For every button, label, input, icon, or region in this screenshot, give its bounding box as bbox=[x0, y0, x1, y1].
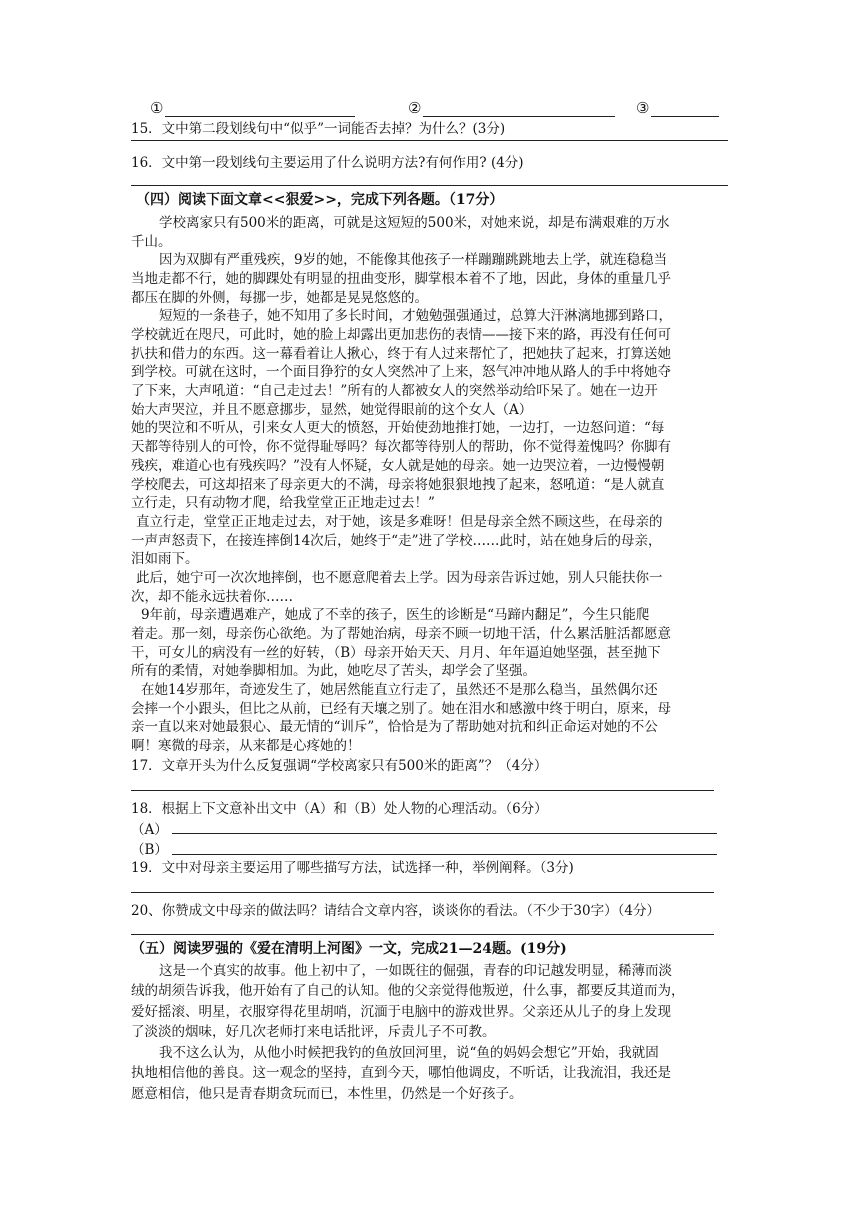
passage-4-line: 泪如雨下。 bbox=[131, 551, 199, 567]
question-18: 18．根据上下文意补出文中（A）和（B）处人物的心理活动。（6分） bbox=[131, 801, 548, 817]
question-17: 17．文章开头为什么反复强调“学校离家只有500米的距离”？（4分） bbox=[131, 758, 548, 774]
section-5-title: （五）阅读罗强的《爱在清明上河图》一文，完成21—24题。(19分) bbox=[131, 941, 567, 957]
passage-5-line: 我不这么认为，从他小时候把我钓的鱼放回河里，说“鱼的妈妈会想它”开始，我就固 bbox=[159, 1045, 659, 1061]
passage-4-line: 学校爬去，可这却招来了母亲更大的不满，母亲将她狠狠地拽了起来，怒吼道：“是人就直 bbox=[131, 477, 665, 493]
passage-4-line: 所有的柔情，对她拳脚相加。为此，她吃尽了苦头，却学会了坚强。 bbox=[131, 663, 536, 679]
q18-label-a: （A） bbox=[131, 822, 168, 838]
passage-5-line: 爱好摇滚、明星，衣服穿得花里胡哨，沉湎于电脑中的游戏世界。父亲还从儿子的身上发现 bbox=[131, 1004, 671, 1020]
blank-number-1: ① bbox=[150, 99, 164, 117]
passage-4-line: 扒扶和借力的东西。这一幕看着让人揪心，终于有人过来帮忙了，把她扶了起来，打算送她 bbox=[131, 346, 671, 362]
passage-4-line: 9年前，母亲遭遇难产，她成了不幸的孩子，医生的诊断是“马蹄内翻足”，今生只能爬 bbox=[141, 607, 650, 623]
passage-4-line: 次，却不能永远扶着你…… bbox=[131, 589, 293, 605]
section-4-title: （四）阅读下面文章<<狠爱>>，完成下列各题。（17分） bbox=[136, 192, 504, 208]
question-20: 20、你赞成文中母亲的做法吗？请结合文章内容，谈谈你的看法。（不少于30字）（4分） bbox=[131, 903, 660, 919]
passage-4-line: 千山。 bbox=[131, 234, 172, 250]
passage-4-line: 都压在脚的外侧，每挪一步，她都是晃晃悠悠的。 bbox=[131, 290, 428, 306]
passage-4-line: 始大声哭泣，并且不愿意挪步，显然，她觉得眼前的这个女人（A） bbox=[131, 402, 533, 418]
passage-4-line: 啊！寒微的母亲，从来都是心疼她的！ bbox=[131, 738, 361, 754]
q18-label-b: （B） bbox=[131, 842, 168, 858]
answer-line-q20[interactable] bbox=[131, 934, 714, 935]
answer-blanks-row bbox=[150, 98, 740, 120]
answer-line-q18b[interactable] bbox=[172, 854, 717, 855]
passage-4-line: 在她14岁那年，奇迹发生了，她居然能直立行走了，虽然还不是那么稳当，虽然偶尔还 bbox=[141, 682, 658, 698]
passage-4-line: 着走。那一刻，母亲伤心欲绝。为了帮她治病，母亲不顾一切地干活，什么累活脏活都愿意 bbox=[131, 626, 671, 642]
question-19: 19．文中对母亲主要运用了哪些描写方法，试选择一种，举例阐释。（3分) bbox=[131, 860, 574, 876]
passage-4-line: 因为双脚有严重残疾，9岁的她，不能像其他孩子一样蹦蹦跳跳地去上学，就连稳稳当 bbox=[159, 252, 668, 268]
passage-5-line: 这是一个真实的故事。他上初中了，一如既往的倔强，青春的印记越发明显，稀薄而淡 bbox=[159, 963, 672, 979]
blank-number-3: ③ bbox=[636, 99, 650, 117]
passage-4-line: 亲一直以来对她最狠心、最无情的“训斥”，恰恰是为了帮助她对抗和纠正命运对她的不公 bbox=[131, 719, 658, 735]
passage-4-line: 直立行走，堂堂正正地走过去，对于她，该是多难呀！但是母亲全然不顾这些，在母亲的 bbox=[136, 514, 663, 530]
question-15: 15．文中第二段划线句中“似乎”一词能否去掉？为什么？(3分) bbox=[131, 121, 506, 137]
passage-5-line: 了淡淡的烟味，好几次老师打来电话批评，斥责儿子不可教。 bbox=[131, 1024, 496, 1040]
answer-blank-2[interactable] bbox=[423, 98, 615, 117]
answer-blank-3[interactable] bbox=[651, 98, 719, 117]
passage-4-line: 会摔一个小跟头，但比之从前，已经有天壤之别了。她在泪水和感激中终于明白，原来，母 bbox=[131, 701, 671, 717]
passage-4-line: 当地走都不行，她的脚踝处有明显的扭曲变形，脚掌根本着不了地，因此，身体的重量几乎 bbox=[131, 271, 671, 287]
passage-4-line: 干，可女儿的病没有一丝的好转，（B）母亲开始天天、月月、年年逼迫她坚强，甚至抛下 bbox=[131, 645, 661, 661]
answer-blank-1[interactable] bbox=[165, 98, 355, 117]
passage-4-line: 学校就近在咫尺，可此时，她的脸上却露出更加悲伤的表情——接下来的路，再没有任何可 bbox=[131, 327, 671, 343]
passage-4-line: 立行走，只有动物才爬，给我堂堂正正地走过去！” bbox=[131, 495, 435, 511]
passage-4-line: 了下来，大声吼道：“自己走过去！”所有的人都被女人的突然举动给吓呆了。她在一边开 bbox=[131, 383, 658, 399]
answer-line-q19[interactable] bbox=[131, 892, 714, 893]
passage-4-line: 到学校。可就在这时，一个面目狰狞的女人突然冲了上来，怒气冲冲地从路人的手中将她夺 bbox=[131, 364, 671, 380]
blank-number-2: ② bbox=[408, 99, 422, 117]
passage-5-line: 愿意相信，他只是青春期贪玩而已，本性里，仍然是一个好孩子。 bbox=[131, 1086, 523, 1102]
passage-4-line: 短短的一条巷子，她不知用了多长时间，才勉勉强强通过，总算大汗淋漓地挪到路口， bbox=[159, 308, 672, 324]
passage-4-line: 天都等待别人的可怜，你不觉得耻辱吗？每次都等待别人的帮助，你不觉得羞愧吗？你脚有 bbox=[131, 439, 671, 455]
passage-4-line: 残疾，难道心也有残疾吗？”没有人怀疑，女人就是她的母亲。她一边哭泣着，一边慢慢朝 bbox=[131, 458, 665, 474]
passage-4-line: 她的哭泣和不听从，引来女人更大的愤怒，开始使劲地推打她，一边打，一边怒问道：“每 bbox=[131, 420, 665, 436]
passage-4-line: 学校离家只有500米的距离，可就是这短短的500米，对她来说，却是布满艰难的万水 bbox=[159, 215, 670, 231]
answer-line-q17[interactable] bbox=[131, 790, 714, 791]
answer-line-q16[interactable] bbox=[131, 185, 728, 186]
passage-4-line: 此后，她宁可一次次地摔倒，也不愿意爬着去上学。因为母亲告诉过她，别人只能扶你一 bbox=[136, 570, 663, 586]
passage-5-line: 绒的胡须告诉我，他开始有了自己的认知。他的父亲觉得他叛逆，什么事，都要反其道而为， bbox=[131, 983, 685, 999]
passage-4-line: 一声声怒责下，在接连摔倒14次后，她终于“走”进了学校……此时，站在她身后的母亲， bbox=[131, 533, 662, 549]
question-16: 16．文中第一段划线句主要运用了什么说明方法?有何作用? (4分) bbox=[131, 155, 524, 171]
passage-5-line: 执地相信他的善良。这一观念的坚持，直到今天，哪怕他调皮，不听话，让我流泪，我还是 bbox=[131, 1065, 671, 1081]
answer-line-q15[interactable] bbox=[131, 140, 728, 141]
answer-line-q18a[interactable] bbox=[172, 833, 717, 834]
